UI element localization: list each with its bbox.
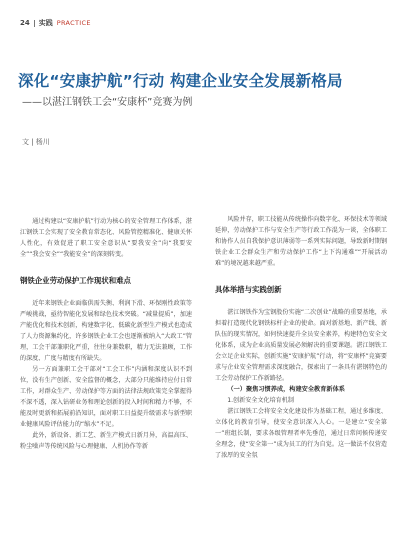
body-paragraph: 此外，新设备、新工艺、新生产模式日新月异，高温高压、粉尘噪声等传统风险与心理健康、人机协作等新 bbox=[20, 432, 192, 450]
body-paragraph: 风险并存，职工技能从传统操作向数字化、环保技术等领域延伸，劳动保护工作与安全生产等行政工作混为一谈，全体职工和协作人员自我保护意识薄弱等一系列实际问题，导致新时期钢铁企业工会群众生产和劳动保护工作“上下沟通难”“开展活动难”的境况越来越严重。 bbox=[215, 216, 387, 267]
subsection-item: 1.创新安全文化培育机制 bbox=[227, 397, 294, 404]
page-number: 24 bbox=[20, 19, 30, 27]
article-byline: 文 | 杨川 bbox=[22, 138, 50, 146]
section-label-en: PRACTICE bbox=[56, 19, 91, 27]
header-divider bbox=[34, 20, 35, 27]
subsection-heading: （一）聚焦习惯养成，构建安全教育新体系 bbox=[227, 386, 345, 393]
right-column bbox=[215, 214, 387, 544]
section-label: 实践 bbox=[38, 19, 53, 27]
section-heading: 钢铁企业劳动保护工作现状和难点 bbox=[20, 276, 131, 285]
running-header bbox=[20, 18, 91, 28]
body-paragraph: 近年来钢铁企业面临供需失衡、利润下滑、环保刚性政策等严峻挑战，亟待智能化发展和绿色技术突破。“减量提质”，加速产能优化和技术创新，构建数字化、低碳化新型生产模式也造成了人力资源集约化，许多钢铁企业工会也逐渐被纳入“大政工”管理，工会干部兼职化严重，往往身兼数职，精力无法兼顾，工作的深度、广度与精度有所缺失。 bbox=[20, 300, 192, 362]
intro-paragraph: 通过构建以“安康护航”行动为核心的安全管理工作体系，湛江钢铁工会实现了安全教育常态化、风险管控精准化、健康关怀人性化，有效促进了职工安全意识从“要我安全”向“我要安全”“我会安全”“我能安全”的深刻转变。 bbox=[20, 218, 192, 258]
body-paragraph: 湛江钢铁作为宝钢股份实施“二次创业”战略的重要基地，承担着打造现代化钢铁标杆企业的使命。面对新基地、新产线、新队伍的现实情况，如何快速提升全员安全素养，构建特色安全文化体系，成为企业高质量发展必须解决的重要课题。湛江钢铁工会立足企业实际，创新实施“安康护航”行动，将“安康杯”竞赛要求与企业安全管理需求深度融合，探索出了一条具有湛钢特色的工会劳动保护工作新路径。 bbox=[215, 309, 387, 382]
body-paragraph: 另一方面兼职工会干部对“工会工作”内涵和深度认识不到位，没有生产创新、安全监督的概念，大部分只能维持应付日常工作，对群众生产、劳动保护等方面的法律法规政策完全掌握得不深不透，深入钻研业务和理论创新的投入时间和精力不够，不能及时更新和拓展前沿知识，面对职工日益提升级需求与新型职业健康风险评估能力的“缩水”不足。 bbox=[20, 366, 192, 428]
section-heading: 具体举措与实践创新 bbox=[215, 285, 282, 294]
article-subtitle: ——以湛江钢铁工会“安康杯”竞赛为例 bbox=[22, 97, 193, 108]
article-title: 深化“安康护航”行动 构建企业安全发展新格局 bbox=[18, 72, 343, 90]
left-column bbox=[20, 216, 192, 546]
body-paragraph: 湛江钢铁工会将安全文化建设作为基础工程，通过多维度、立体化的教育引导，使安全意识深入人心。一是建立“安全第一”班组长制，要求各级管理者率先垂范，通过日常问候传递安全理念，使“安全第一”成为员工的行为自觉。这一做法不仅营造了浓厚的安全氛 bbox=[215, 408, 387, 459]
